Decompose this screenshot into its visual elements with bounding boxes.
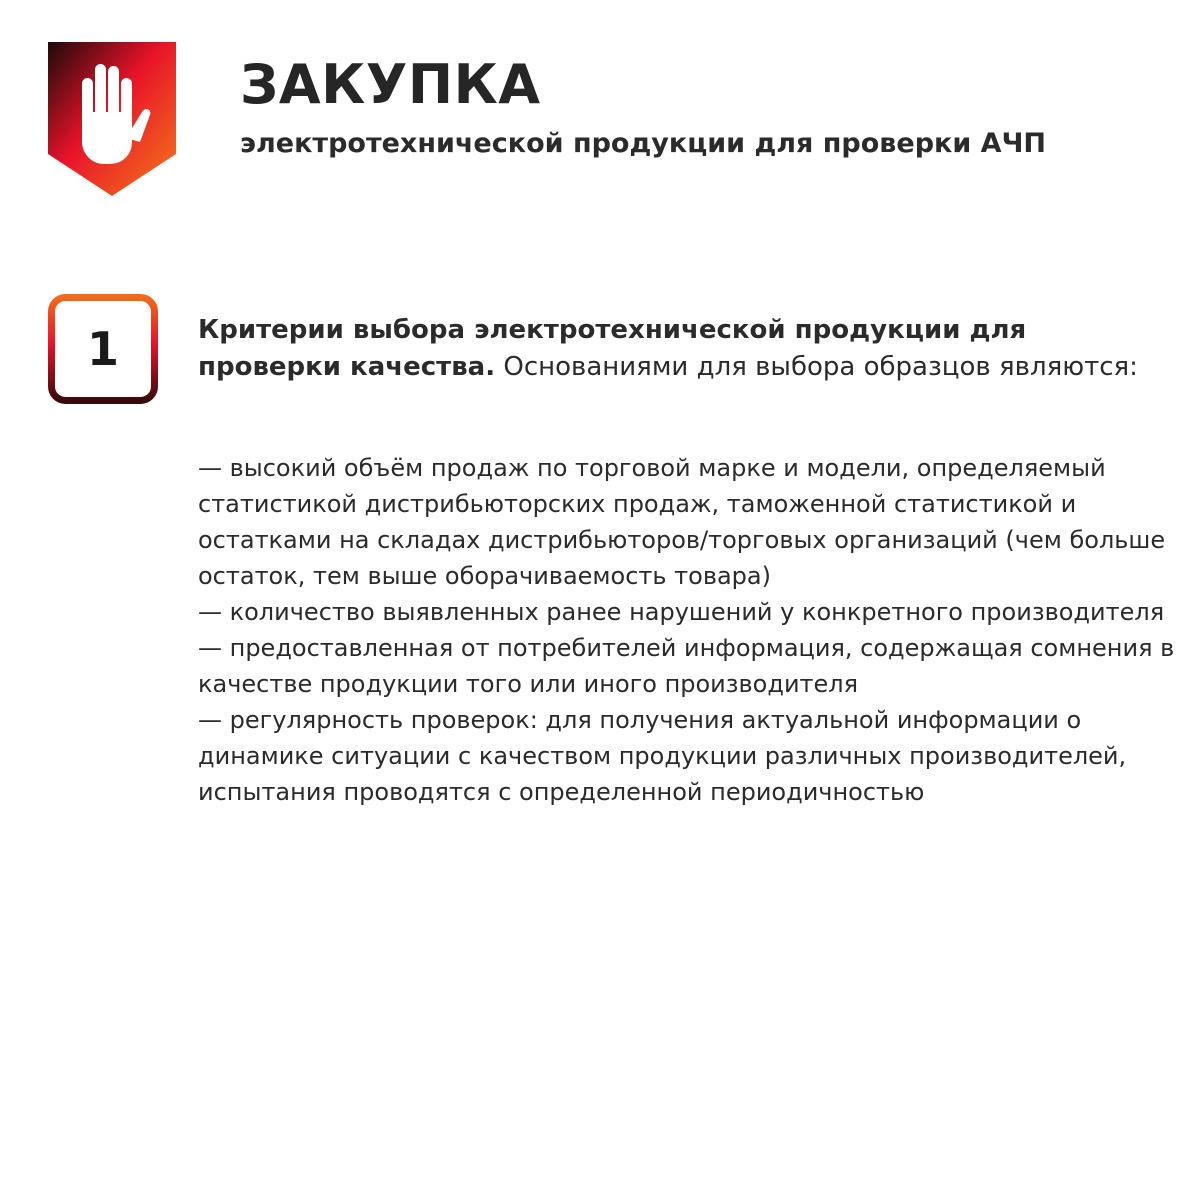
criteria-intro [198, 312, 1158, 386]
criteria-intro-regular: Основаниями для выбора образцов являются: [495, 352, 1138, 382]
criteria-list [198, 450, 1178, 810]
hand-stop-shield-icon [48, 42, 176, 196]
list-item: — количество выявленных ранее нарушений у конкретного производителя [198, 598, 1165, 626]
list-item: — регулярность проверок: для получения актуальной информации о динамике ситуации с качеством продукции различных производителей, испытания проводятся с определенной периодичностью [198, 706, 1127, 806]
section-number-badge [48, 294, 158, 404]
criteria-intro-bold: Критерии выбора электротехнической продукции для проверки качества. [198, 315, 1027, 382]
list-item: — предоставленная от потребителей информация, содержащая сомнения в качестве продукции того или иного производителя [198, 634, 1175, 698]
section-number: 1 [86, 322, 119, 376]
page-title: ЗАКУПКА [240, 53, 541, 116]
list-item: — высокий объём продаж по торговой марке и модели, определяемый статистикой дистрибьюторских продаж, таможенной статистикой и остатками на складах дистрибьюторов/торговых организаций (чем больше остаток, тем выше оборачиваемость товара) [198, 454, 1166, 590]
page-subtitle: электротехнической продукции для проверки АЧП [240, 128, 1046, 159]
